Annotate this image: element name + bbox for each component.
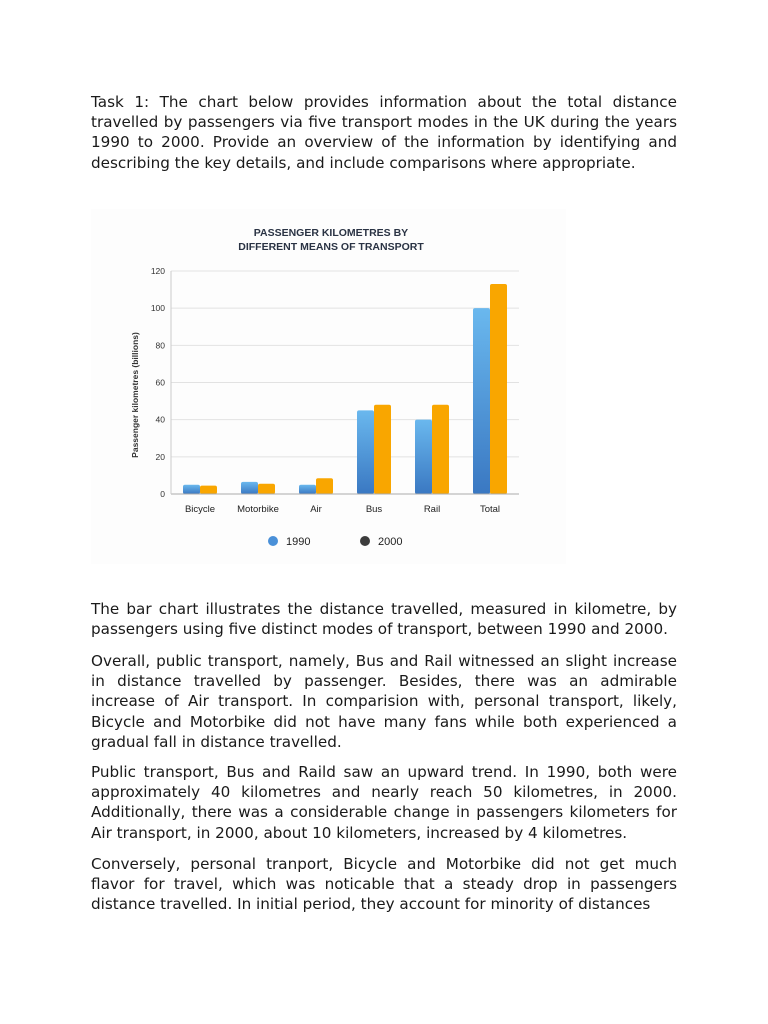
body-paragraph-1: The bar chart illustrates the distance travelled, measured in kilometre, by passengers using five distinct modes of transport, between 1990 and 2000. [91,600,677,639]
x-tick-label-motorbike: Motorbike [237,504,279,515]
x-tick-label-bicycle: Bicycle [184,504,216,515]
x-tick-label-rail: Rail [423,504,441,515]
bar-air-1990 [299,485,316,494]
y-tick-label-0: 0 [160,489,165,499]
y-tick-label-60: 60 [155,377,165,388]
y-tick-label-100: 100 [150,303,165,314]
category-labels [185,504,500,515]
x-tick-label-air: Air [310,504,322,515]
legend-marker-1990 [268,536,278,546]
legend [268,536,402,548]
bar-bus-1990 [357,410,374,494]
body-paragraph-3: Public transport, Bus and Raild saw an upward trend. In 1990, both were approximately 40 kilometres and nearly reach 50 kilometres, in 2000. Additionally, there was a considerable change in passengers kilometers for Air transport, in 2000, about 10 kilometers, increased by 4 kilometres. [91,763,677,842]
y-axis-ticks [151,266,165,499]
bar-bicycle-2000 [200,486,217,494]
grid-lines [171,271,519,457]
bar-bus-2000 [374,405,391,494]
bar-air-2000 [316,478,333,494]
legend-marker-2000 [360,536,370,546]
y-axis-title: Passenger kilometres (billions) [130,332,140,458]
bar-chart [91,209,566,564]
task-prompt: Task 1: The chart below provides information about the total distance travelled by passengers via five transport modes in the UK during the years 1990 to 2000. Provide an overview of the information by identifying and describing the key details, and include comparisons where appropriate. [91,93,677,172]
legend-label-2000: 2000 [378,536,403,548]
bar-rail-2000 [432,405,449,494]
chart-title-line-2: DIFFERENT MEANS OF TRANSPORT [238,241,424,253]
bar-motorbike-1990 [241,482,258,494]
bars [183,284,507,494]
y-tick-label-80: 80 [155,340,165,351]
body-paragraph-2: Overall, public transport, namely, Bus and Rail witnessed an slight increase in distance travelled by passenger. Besides, there was an admirable increase of Air transport. In comparision with, personal transport, likely, Bicycle and Motorbike did not have many fans while both experienced a gradual fall in distance travelled. [91,652,677,751]
y-tick-label-120: 120 [150,266,165,276]
bar-rail-1990 [415,420,432,494]
bar-total-2000 [490,284,507,494]
bar-motorbike-2000 [258,484,275,494]
y-tick-label-40: 40 [155,414,165,425]
x-tick-label-total: Total [479,504,501,515]
body-paragraph-4: Conversely, personal tranport, Bicycle and Motorbike did not get much flavor for travel, which was noticable that a steady drop in passengers distance travelled. In initial period, they account for minority of distances [91,855,677,914]
bar-total-1990 [473,308,490,494]
legend-label-1990: 1990 [286,536,311,548]
bar-bicycle-1990 [183,485,200,494]
y-tick-label-20: 20 [155,451,165,462]
bar-chart-figure [91,209,566,564]
x-tick-label-bus: Bus [365,504,383,515]
chart-title-line-1: PASSENGER KILOMETRES BY [253,227,409,239]
